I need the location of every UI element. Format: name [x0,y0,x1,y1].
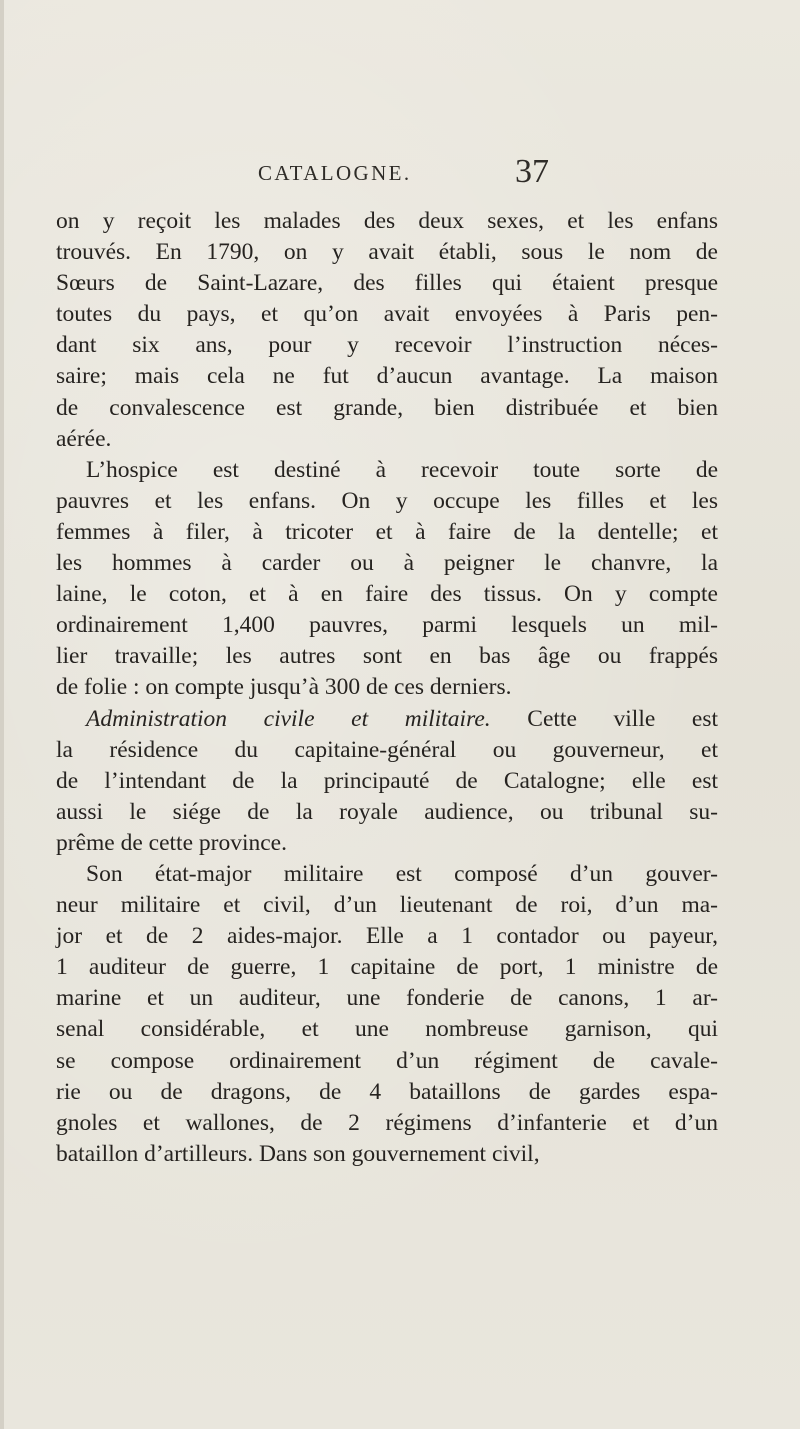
body-text [56,206,718,1170]
text-line: pauvres et les enfans. On y occupe les filles et les [56,487,718,514]
text-line: ordinairement 1,400 pauvres, parmi lesquels un mil- [56,612,718,639]
text-fragment: Cette ville est [527,705,719,732]
text-line: L’hospice est destiné à recevoir toute sorte de [86,456,718,483]
page-edge-shadow [0,0,4,1429]
text-line: laine, le coton, et à en faire des tissus. On y compte [56,581,718,608]
text-line: prême de cette province. [56,829,287,856]
text-line: marine et un auditeur, une fonderie de canons, 1 ar- [56,985,718,1012]
text-line: aussi le siége de la royale audience, ou tribunal su- [56,798,718,825]
text-line: Sœurs de Saint-Lazare, des filles qui étaient presque [56,270,718,297]
running-title: CATALOGNE. [258,161,412,185]
text-line: aérée. [56,425,112,452]
text-line: la résidence du capitaine-général ou gouverneur, et [56,736,718,763]
text-line: toutes du pays, et qu’on avait envoyées à Paris pen- [56,301,718,328]
text-line: Son état-major militaire est composé d’un gouver- [86,860,718,887]
text-line: de l’intendant de la principauté de Catalogne; elle est [56,767,718,794]
text-line: senal considérable, et une nombreuse garnison, qui [56,1016,718,1043]
text-line: jor et de 2 aides-major. Elle a 1 contador ou payeur, [56,923,718,950]
text-line: saire; mais cela ne fut d’aucun avantage. La maison [56,363,718,390]
text-line: les hommes à carder ou à peigner le chanvre, la [56,550,718,577]
page-number: 37 [515,153,549,190]
text-line: on y reçoit les malades des deux sexes, et les enfans [56,208,718,234]
text-line: bataillon d’artilleurs. Dans son gouvernement civil, [56,1140,540,1167]
section-heading: Administration civile et militaire. [86,705,491,732]
section-line [56,704,718,735]
text-line: femmes à filer, à tricoter et à faire de la dentelle; et [56,518,718,545]
text-line: de folie : on compte jusqu’à 300 de ces derniers. [56,674,512,701]
text-line: neur militaire et civil, d’un lieutenant de roi, d’un ma- [56,892,718,919]
text-line: gnoles et wallones, de 2 régimens d’infanterie et d’un [56,1109,718,1136]
text-line: de convalescence est grande, bien distribuée et bien [56,394,718,421]
running-head [0,153,800,193]
text-line: lier travaille; les autres sont en bas âge ou frappés [56,643,718,670]
text-line: rie ou de dragons, de 4 bataillons de gardes espa- [56,1078,718,1105]
text-line: 1 auditeur de guerre, 1 capitaine de port, 1 ministre de [56,954,718,981]
text-line: trouvés. En 1790, on y avait établi, sous le nom de [56,239,718,266]
text-line: dant six ans, pour y recevoir l’instruction néces- [56,332,718,359]
text-line: se compose ordinairement d’un régiment de cavale- [56,1047,718,1074]
